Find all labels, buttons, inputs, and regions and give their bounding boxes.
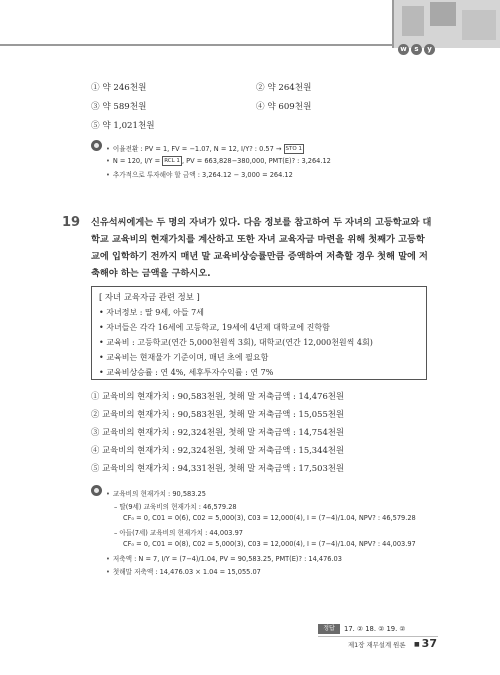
info-item: • 자녀정보 : 딸 9세, 아들 7세 — [99, 308, 204, 317]
answer-list: 17. ② 18. ② 19. ② — [344, 625, 406, 633]
header-rule — [0, 44, 395, 46]
solution-line-1: • 교육비의 현재가치 : 90,583.25 — [106, 490, 206, 498]
prev-choice-3: ③ 약 589천원 — [91, 102, 147, 112]
prev-solution-line-1: • 이율전환 : PV = 1, FV = −1.07, N = 12, I/Y? : 0.57 → STO 1 — [106, 145, 302, 153]
solution-line-5: CF₀ = 0, C01 = 0(8), C02 = 5,000(3), C03 = 12,000(4), I = (7−4)/1.04, NPV? : 44,003.97 — [123, 540, 416, 548]
answer-tag: 정답 — [318, 624, 340, 634]
solution-line-6: • 저축액 : N = 7, I/Y = (7−4)/1.04, PV = 90,583.25, PMT(E)? : 14,476.03 — [106, 555, 342, 563]
solution-line-2: – 딸(9세) 교육비의 현재가치 : 46,579.28 — [114, 503, 237, 511]
option-5: ⑤ 교육비의 현재가치 : 94,331천원, 첫해 말 저축금액 : 17,503천원 — [91, 463, 344, 473]
solution-icon — [91, 485, 102, 496]
question-text: 신유석씨에게는 두 명의 자녀가 있다. 다음 정보를 참고하여 두 자녀의 고등학교와 대학교 교육비의 현재가치를 계산하고 또한 자녀 교육자금 마련을 위해 첫째가 고등학교에 입학하기 전까지 매년 말 교육비상승률만큼 증액하여 저축할 경우 첫해 말에 저축해야 하는 금액을 구하시오. — [91, 217, 432, 279]
info-item: • 자녀들은 각각 16세에 고등학교, 19세에 4년제 대학교에 진학함 — [99, 323, 330, 332]
info-box-title: [ 자녀 교육자금 관련 정보 ] — [99, 292, 200, 302]
info-item: • 교육비 : 고등학교(연간 5,000천원씩 3회), 대학교(연간 12,000천원씩 4회) — [99, 338, 373, 347]
calculator-key: RCL 1 — [164, 158, 180, 164]
header-photo-strip — [392, 0, 500, 48]
solution-line-3: CF₀ = 0, C01 = 0(6), C02 = 5,000(3), C03 = 12,000(4), I = (7−4)/1.04, NPV? : 46,579.28 — [123, 514, 416, 522]
prev-choice-2: ② 약 264천원 — [256, 83, 312, 93]
prev-choice-5: ⑤ 약 1,021천원 — [91, 121, 155, 131]
prev-choice-1: ① 약 246천원 — [91, 83, 147, 93]
chapter-title: 제1장 재무설계 원론 — [348, 641, 406, 649]
badge-s: s — [411, 44, 422, 55]
solution-line-4: – 아들(7세) 교육비의 현재가치 : 44,003.97 — [114, 529, 243, 537]
solution-line-7: • 첫해말 저축액 : 14,476.03 × 1.04 = 15,055.07 — [106, 568, 261, 576]
option-1: ① 교육비의 현재가치 : 90,583천원, 첫해 말 저축금액 : 14,476천원 — [91, 391, 344, 401]
calculator-key: STO 1 — [285, 146, 302, 152]
page-number: ■ 37 — [414, 637, 437, 650]
option-3: ③ 교육비의 현재가치 : 92,324천원, 첫해 말 저축금액 : 14,754천원 — [91, 427, 344, 437]
badge-w: w — [398, 44, 409, 55]
info-item: • 교육비상승률 : 연 4%, 세후투자수익률 : 연 7% — [99, 368, 274, 377]
prev-solution-line-3: • 추가적으로 투자해야 할 금액 : 3,264.12 − 3,000 = 264.12 — [106, 171, 293, 179]
prev-choice-4: ④ 약 609천원 — [256, 102, 312, 112]
question-number: 19 — [62, 215, 81, 230]
option-4: ④ 교육비의 현재가치 : 92,324천원, 첫해 말 저축금액 : 15,344천원 — [91, 445, 344, 455]
solution-icon — [91, 140, 102, 151]
badge-y: y — [424, 44, 435, 55]
option-2: ② 교육비의 현재가치 : 90,583천원, 첫해 말 저축금액 : 15,055천원 — [91, 409, 344, 419]
prev-solution-line-2: • N = 120, I/Y = RCL 1 , PV = 663,828−380,000, PMT(E)? : 3,264.12 — [106, 157, 331, 165]
info-box — [91, 286, 427, 380]
info-item: • 교육비는 현재물가 기준이며, 매년 초에 필요함 — [99, 353, 269, 362]
